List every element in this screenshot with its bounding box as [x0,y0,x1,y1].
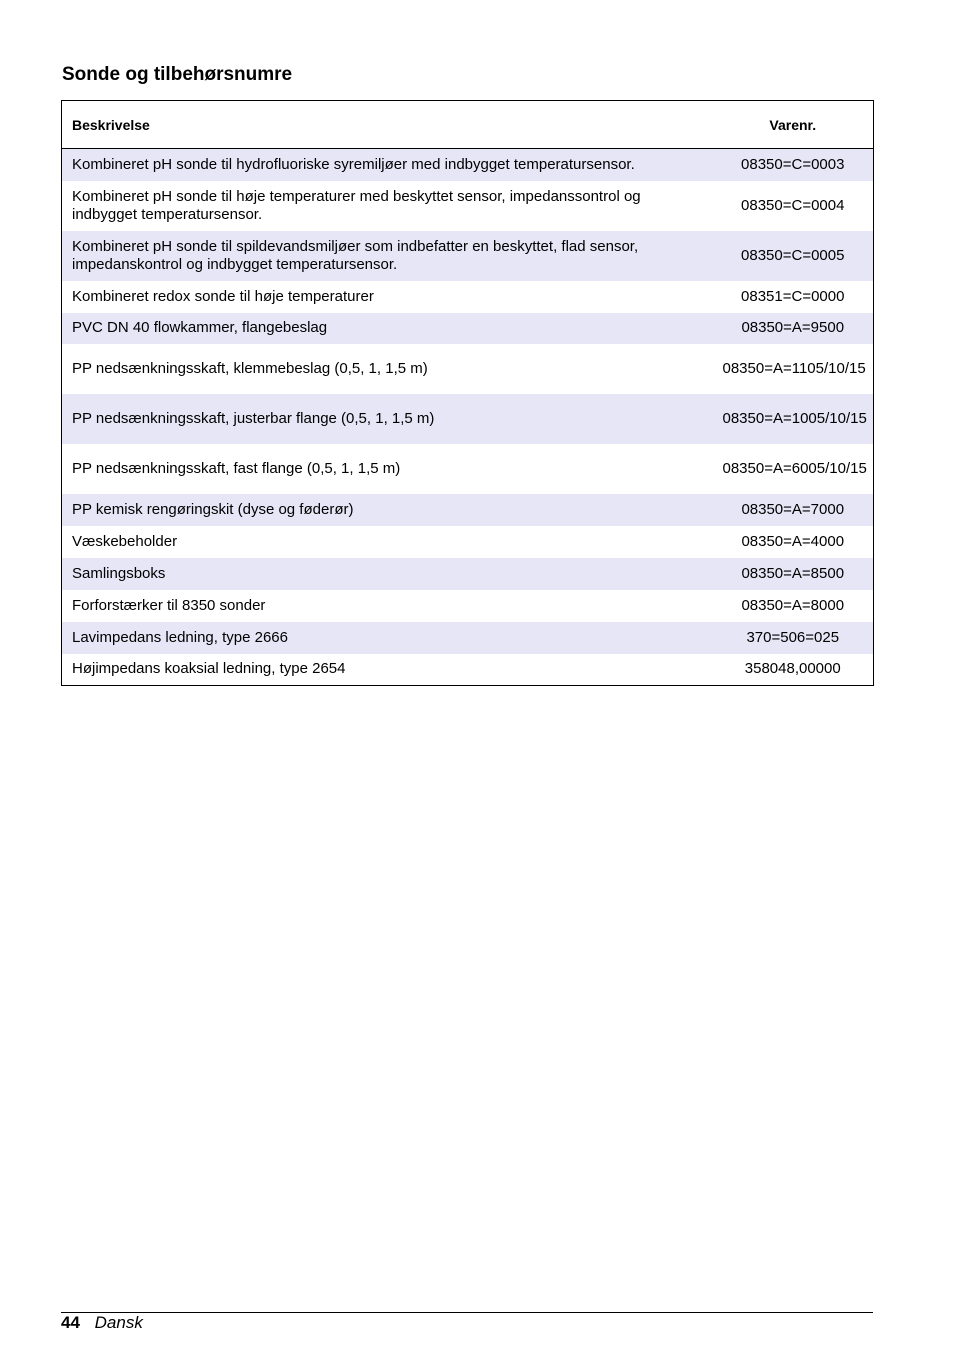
page-number: 44 [61,1313,80,1332]
row-description: Kombineret pH sonde til hydrofluoriske syremiljøer med indbygget temperatursensor. [72,155,635,173]
header-description: Beskrivelse [62,101,713,149]
row-item-no: 08350=A=8000 [741,596,845,614]
row-item-no: 08350=A=7000 [741,500,845,518]
row-item-no: 370=506=025 [746,628,840,646]
row-item-no: 08350=C=0003 [741,155,845,173]
row-item-no: 08350=A=6005/10/15 [722,459,867,477]
table-row [62,654,874,686]
parts-table [61,100,874,686]
row-item-no: 08350=A=4000 [741,532,845,550]
row-item-no: 08350=A=9500 [741,319,845,336]
row-item-no: 08350=C=0005 [741,246,845,264]
table-row [62,622,874,654]
page-title: Sonde og tilbehørsnumre [62,64,293,85]
row-item-no: 08350=A=1105/10/15 [722,359,866,377]
row-description: PP nedsænkningsskaft, justerbar flange (0,5, 1, 1,5 m) [72,409,435,427]
row-description: Kombineret pH sonde til spildevandsmiljøer som indbefatter en beskyttet, flad sensor, impedanskontrol og indbygget temperatursensor. [72,237,639,273]
row-description: Kombineret redox sonde til høje temperaturer [72,287,374,305]
table-header-row [62,101,874,149]
table-row [62,149,874,181]
footer-divider [61,1312,873,1313]
row-description: PP kemisk rengøringskit (dyse og føderør) [72,500,354,518]
table-row [62,313,874,344]
table-row [62,444,874,494]
row-description: PP nedsænkningsskaft, fast flange (0,5, 1, 1,5 m) [72,459,401,477]
row-description: Forforstærker til 8350 sonder [72,596,266,614]
row-item-no: 08350=C=0004 [741,196,845,214]
header-item-no: Varenr. [713,101,874,149]
row-description: PVC DN 40 flowkammer, flangebeslag [72,319,328,336]
footer-language: Dansk [94,1313,143,1332]
row-description: PP nedsænkningsskaft, klemmebeslag (0,5, 1, 1,5 m) [72,359,428,377]
row-item-no: 358048,00000 [744,660,841,678]
table-row [62,181,874,231]
table-row [62,526,874,558]
row-description: Lavimpedans ledning, type 2666 [72,628,288,646]
table-row [62,558,874,590]
row-item-no: 08351=C=0000 [741,287,845,305]
row-description: Væskebeholder [72,532,178,550]
row-description: Højimpedans koaksial ledning, type 2654 [72,660,346,678]
row-description: Samlingsboks [72,564,166,582]
table-row [62,281,874,313]
row-item-no: 08350=A=8500 [741,564,845,582]
table-row [62,231,874,281]
row-item-no: 08350=A=1005/10/15 [722,409,867,427]
page-footer [61,1313,143,1333]
table-row [62,394,874,444]
row-description: Kombineret pH sonde til høje temperaturer med beskyttet sensor, impedanssontrol og indbygget temperatursensor. [72,187,641,223]
table-row [62,344,874,394]
table-row [62,494,874,526]
table-row [62,590,874,622]
